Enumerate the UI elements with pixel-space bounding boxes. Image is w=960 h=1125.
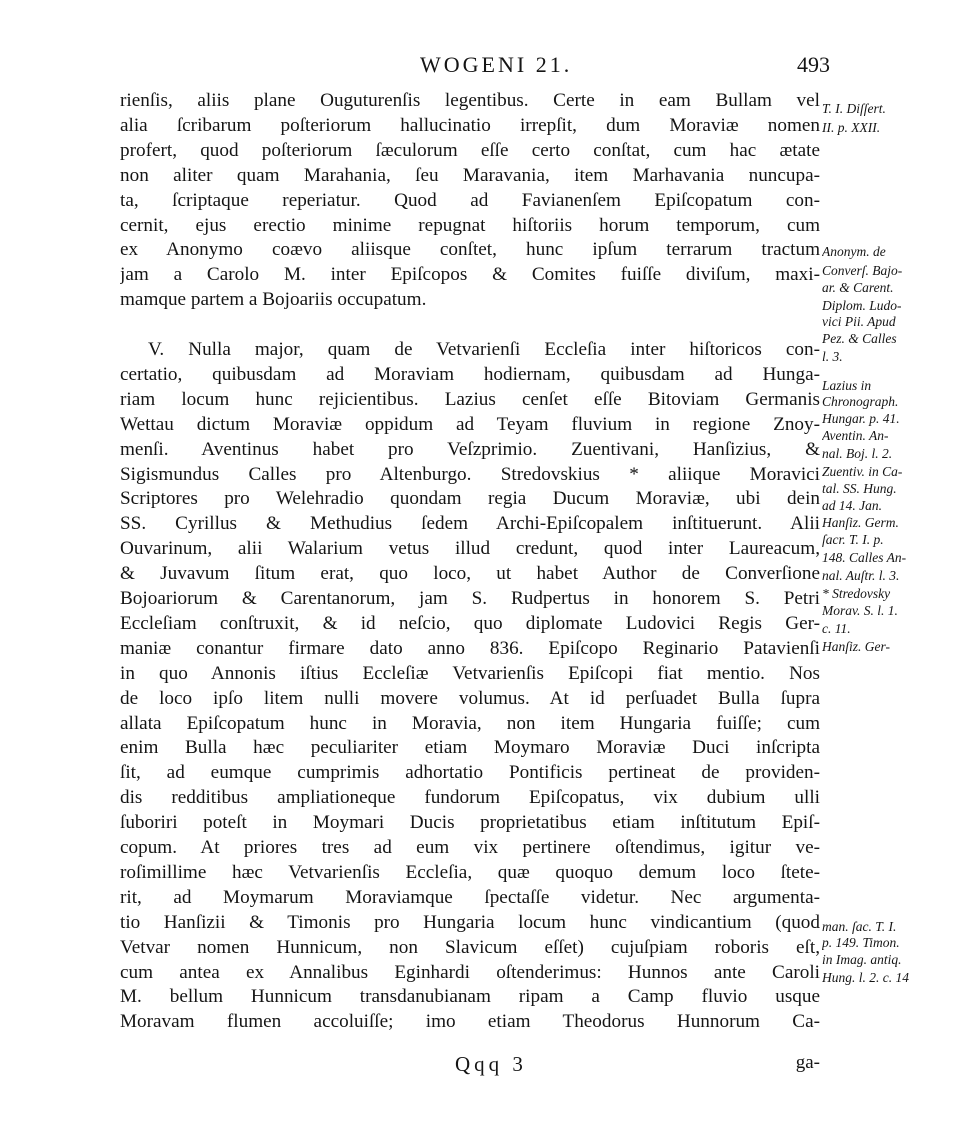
text-line: rienſis, aliis plane Ouguturenſis legentibus. Certe in eam Bullam vel [120,90,820,111]
text-line: maniæ conantur firmare dato anno 836. Epiſcopo Reginario Patavienſi [120,638,820,659]
text-line: dis redditibus ampliationeque fundorum Epiſcopatus, vix dubium ulli [120,787,820,808]
margin-note: l. 3. [822,349,843,364]
text-line: roſimillime hæc Vetvarienſis Eccleſia, quæ quoquo demum loco ſtete- [120,862,820,883]
text-line: rit, ad Moymarum Moraviamque ſpectaſſe videtur. Nec argumenta- [120,887,820,908]
page-header [120,52,830,82]
margin-note: Anonym. de [822,244,886,259]
text-line: V. Nulla major, quam de Vetvarienſi Eccleſia inter hiſtoricos con- [148,339,820,360]
margin-note: vici Pii. Apud [822,314,896,329]
text-line: riam locum hunc rejicientibus. Lazius cenſet eſſe Bitoviam Germanis [120,389,820,410]
margin-note: nal. Boj. l. 2. [822,446,893,461]
margin-note: nal. Auſtr. l. 3. [822,568,900,583]
text-line: & Juvavum ſitum erat, quo loco, ut habet Author de Converſione [120,563,820,584]
text-line: jam a Carolo M. inter Epiſcopos & Comites fuiſſe diviſum, maxi- [120,264,820,285]
text-line: Sigismundus Calles pro Altenburgo. Stredovskius * aliique Moravici [120,464,820,485]
margin-note: ad 14. Jan. [822,498,882,513]
text-line: SS. Cyrillus & Methudius ſedem Archi-Epiſcopalem inſtituerunt. Alii [120,513,820,534]
margin-note: Chronograph. [822,394,899,409]
margin-note: p. 149. Timon. [822,935,900,950]
text-line: certatio, quibusdam ad Moraviam hodiernam, quibusdam ad Hunga- [120,364,820,385]
text-line: mamque partem a Bojoariis occupatum. [120,289,427,310]
catchword: ga- [795,1052,820,1073]
text-line: allata Epiſcopatum hunc in Moravia, non item Hungaria fuiſſe; cum [120,713,820,734]
margin-note: tal. SS. Hung. [822,481,897,496]
text-line: Wettau dictum Moraviæ oppidum ad Teyam fluvium in regione Znoy- [120,414,820,435]
margin-note: Aventin. An- [822,428,889,443]
page-footer [120,1052,820,1078]
text-line: enim Bulla hæc peculiariter etiam Moymaro Moraviæ Duci inſcripta [120,737,820,758]
signature-mark: Qqq 3 [455,1052,527,1076]
margin-note: Morav. S. l. 1. [822,603,898,618]
text-line: Bojoariorum & Carentanorum, jam S. Rudpertus in honorem S. Petri [120,588,820,609]
text-line: cum antea ex Annalibus Eginhardi oſtenderimus: Hunnos ante Caroli [120,962,820,983]
text-line: Eccleſiam conſtruxit, & id neſcio, quo diplomate Ludovici Regis Ger- [120,613,820,634]
text-line: M. bellum Hunnicum transdanubianam ripam a Camp fluvio usque [120,986,820,1007]
text-line: copum. At priores tres ad eum vix pertinere oſtendimus, igitur ve- [120,837,820,858]
text-line: menſi. Aventinus habet pro Veſzprimio. Zuentivani, Hanſizius, & [120,439,820,460]
running-title: WOGENI 21. [420,52,573,77]
text-line: Vetvar nomen Hunnicum, non Slavicum eſſet) cujuſpiam roboris eſt, [120,937,820,958]
text-line: ta, ſcriptaque reperiatur. Quod ad Favianenſem Epiſcopatum con- [120,190,820,211]
margin-note: II. p. XXII. [822,120,881,135]
margin-note: Converſ. Bajo- [822,263,903,278]
margin-note: Hungar. p. 41. [822,411,900,426]
margin-note: c. 11. [822,621,851,636]
text-line: non aliter quam Marahania, ſeu Maravania, item Marhavania nuncupa- [120,165,820,186]
text-line: profert, quod poſteriorum ſæculorum eſſe certo conſtat, cum hac ætate [120,140,820,161]
margin-note: Lazius in [822,378,872,393]
text-line: de loco ipſo litem nulli movere volumus. At id perſuadet Bulla ſupra [120,688,820,709]
margin-note: T. I. Diſſert. [822,101,886,116]
margin-note: Hanſiz. Ger- [822,639,890,654]
margin-note: * Stredovsky [822,586,891,601]
margin-note: man. ſac. T. I. [822,919,897,934]
text-line: ſit, ad eumque cumprimis adhortatio Pontificis pertineat de providen- [120,762,820,783]
margin-note: Hanſiz. Germ. [822,515,899,530]
text-line: Ouvarinum, alii Walarium vetus illud credunt, quod inter Laureacum, [120,538,820,559]
margin-note: Zuentiv. in Ca- [822,464,903,479]
margin-note: 148. Calles An- [822,550,907,565]
margin-note: ſacr. T. I. p. [822,532,884,547]
margin-note: Hung. l. 2. c. 14 [822,970,909,985]
margin-note: Pez. & Calles [822,331,897,346]
margin-note: Diplom. Ludo- [822,298,902,313]
text-line: Moravam flumen accoluiſſe; imo etiam Theodorus Hunnorum Ca- [120,1011,820,1032]
text-line: ſuboriri poteſt in Moymari Ducis proprietatibus etiam inſtitutum Epiſ- [120,812,820,833]
margin-note: ar. & Carent. [822,280,894,295]
text-line: ex Anonymo coævo aliisque conſtet, hunc ipſum terrarum tractum [120,239,820,260]
text-line: in quo Annonis iſtius Eccleſiæ Vetvarienſis Epiſcopi fiat mentio. Nos [120,663,820,684]
text-line: cernit, ejus erectio minime repugnat hiſtoriis horum temporum, cum [120,215,820,236]
text-line: Scriptores pro Welehradio quondam regia Ducum Moraviæ, ubi dein [120,488,820,509]
text-line: tio Hanſizii & Timonis pro Hungaria locum hunc vindicantium (quod [120,912,820,933]
text-line: alia ſcribarum poſteriorum hallucinatio irrepſit, dum Moraviæ nomen [120,115,820,136]
page-number: 493 [797,52,830,77]
margin-note: in Imag. antiq. [822,952,902,967]
